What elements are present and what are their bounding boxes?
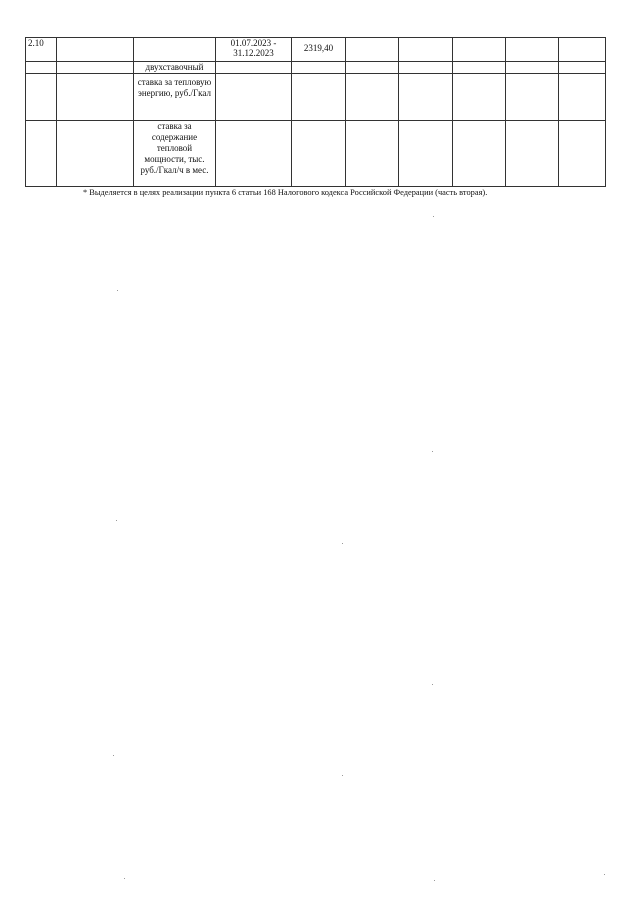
footnote: * Выделяется в целях реализации пункта 6 статьи 168 Налогового кодекса Российской Федерации (часть вторая). xyxy=(83,188,488,197)
table-cell xyxy=(453,121,506,187)
table-cell xyxy=(559,38,606,62)
scan-speck xyxy=(117,290,118,291)
table-cell xyxy=(399,121,453,187)
value-cell: 2319,40 xyxy=(292,38,346,62)
scan-speck xyxy=(124,878,125,879)
period-cell: 01.07.2023 - 31.12.2023 xyxy=(216,38,292,62)
table-cell xyxy=(453,62,506,74)
table-cell xyxy=(57,38,134,62)
table-cell xyxy=(57,74,134,121)
table-cell xyxy=(346,62,399,74)
table-row xyxy=(26,62,606,74)
table-cell xyxy=(292,121,346,187)
table-cell xyxy=(506,121,559,187)
scan-speck xyxy=(432,684,433,685)
tariff-table xyxy=(25,37,606,187)
table-cell xyxy=(57,62,134,74)
table-cell xyxy=(453,38,506,62)
table-cell xyxy=(346,38,399,62)
table-cell xyxy=(559,74,606,121)
row-number-cell: 2.10 xyxy=(26,38,57,62)
table-cell xyxy=(134,38,216,62)
table-cell xyxy=(57,121,134,187)
scan-speck xyxy=(434,880,435,881)
scan-speck xyxy=(116,520,117,521)
table-cell xyxy=(216,62,292,74)
table-cell xyxy=(399,38,453,62)
table-cell xyxy=(399,62,453,74)
capacity-rate-label: ставка за содержание тепловой мощности, тыс. руб./Гкал/ч в мес. xyxy=(134,121,216,187)
table-cell xyxy=(453,74,506,121)
table-cell xyxy=(559,62,606,74)
table-cell xyxy=(506,74,559,121)
table-cell xyxy=(506,62,559,74)
scan-speck xyxy=(342,543,343,544)
table-cell xyxy=(26,74,57,121)
table-row xyxy=(26,74,606,121)
table-cell xyxy=(26,62,57,74)
energy-rate-label: ставка за тепловую энергию, руб./Гкал xyxy=(134,74,216,121)
scan-speck xyxy=(433,216,434,217)
rate-type-cell: двухставочный xyxy=(134,62,216,74)
scan-speck xyxy=(113,755,114,756)
table-cell xyxy=(346,121,399,187)
table-cell xyxy=(216,121,292,187)
table-cell xyxy=(292,74,346,121)
table-cell xyxy=(346,74,399,121)
scan-speck xyxy=(342,775,343,776)
scan-speck xyxy=(432,451,433,452)
table-cell xyxy=(559,121,606,187)
table-cell xyxy=(292,62,346,74)
table-cell xyxy=(216,74,292,121)
table-row xyxy=(26,121,606,187)
table-cell xyxy=(399,74,453,121)
table-row xyxy=(26,38,606,62)
table-cell xyxy=(26,121,57,187)
table-cell xyxy=(506,38,559,62)
scan-speck xyxy=(604,874,605,875)
